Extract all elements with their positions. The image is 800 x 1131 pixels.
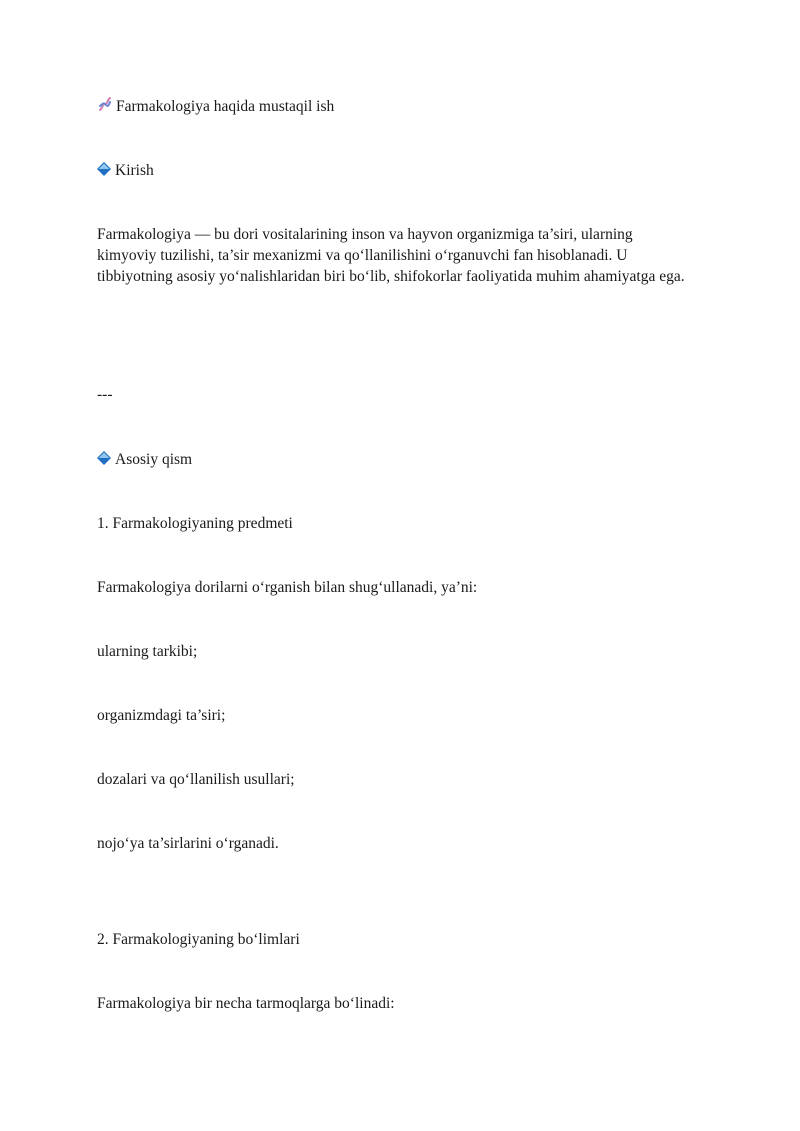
document-title (97, 96, 334, 117)
document-title-text: Farmakologiya haqida mustaqil ish (116, 98, 335, 115)
intro-heading-text: Kirish (115, 162, 154, 179)
intro-paragraph: Farmakologiya — bu dori vositalarining inson va hayvon organizmiga ta’siri, ularning kimyoviy tuzilishi, ta’sir mexanizmi va qo‘llanilishini o‘rganuvchi fan hisoblanadi. U tibbiyotning asosiy yo‘nalishlaridan biri bo‘lib, shifokorlar faoliyatida muhim ahamiyatga ega. (97, 226, 685, 285)
list-item: ularning tarkibi; (97, 643, 198, 660)
main-heading (97, 449, 192, 470)
blue-diamond-icon (97, 451, 111, 465)
section2-lead: Farmakologiya bir necha tarmoqlarga bo‘linadi: (97, 995, 395, 1012)
dna-icon (97, 96, 113, 112)
list-item: organizmdagi ta’siri; (97, 707, 226, 724)
blue-diamond-icon (97, 162, 111, 176)
section2-heading: 2. Farmakologiyaning bo‘limlari (97, 931, 300, 948)
list-item: nojo‘ya ta’sirlarini o‘rganadi. (97, 835, 279, 852)
section-separator: --- (97, 386, 113, 403)
list-item: dozalari va qo‘llanilish usullari; (97, 771, 295, 788)
intro-heading (97, 160, 154, 181)
main-heading-text: Asosiy qism (115, 451, 193, 468)
section1-lead: Farmakologiya dorilarni o‘rganish bilan shug‘ullanadi, ya’ni: (97, 579, 478, 596)
section1-heading: 1. Farmakologiyaning predmeti (97, 515, 293, 532)
